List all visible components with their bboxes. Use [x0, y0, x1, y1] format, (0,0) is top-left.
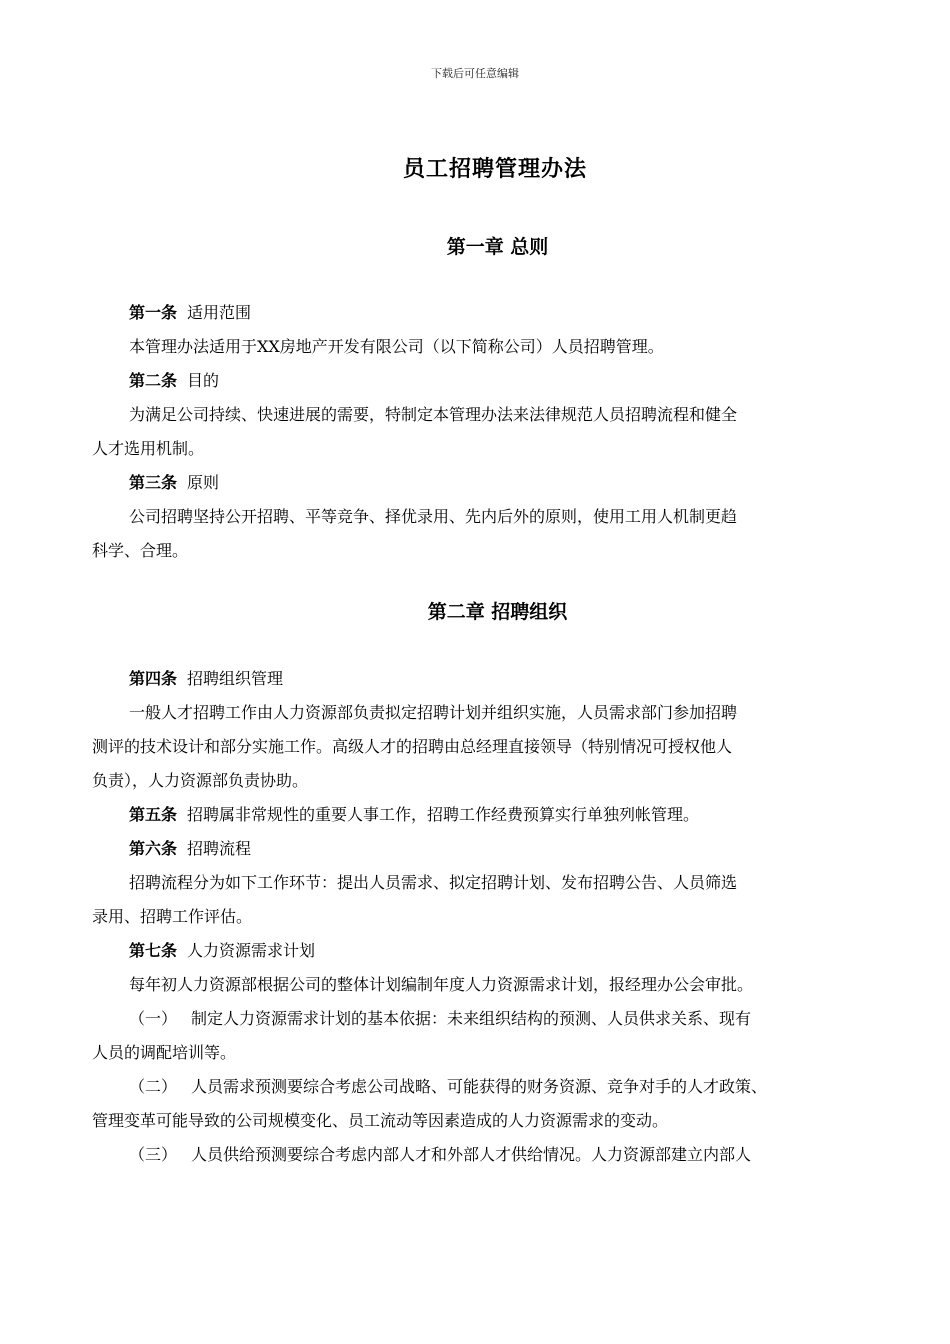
article-1-number: 第一条 — [129, 303, 178, 322]
article-3-title: 原则 — [187, 473, 220, 492]
list-item-2-label: （二） — [129, 1077, 178, 1096]
chapter-1-body — [92, 296, 862, 568]
chapter-2-body — [92, 662, 862, 1172]
paragraph-line: 管理变革可能导致的公司规模变化、员工流动等因素造成的人力资源需求的变动。 — [92, 1111, 669, 1130]
chapter-1-heading: 第一章 总则 — [446, 236, 549, 258]
paragraph-line: 科学、合理。 — [92, 541, 189, 560]
article-7-title: 人力资源需求计划 — [187, 941, 316, 960]
article-5-heading — [92, 798, 862, 832]
paragraph-line: 人员的调配培训等。 — [92, 1043, 237, 1062]
paragraph-line: 测评的技术设计和部分实施工作。高级人才的招聘由总经理直接领导（特别情况可授权他人 — [92, 737, 733, 756]
article-3-number: 第三条 — [129, 473, 178, 492]
list-item-3 — [92, 1138, 862, 1172]
article-7-heading — [92, 934, 862, 968]
article-5-number: 第五条 — [129, 805, 178, 824]
paragraph-line: 负责），人力资源部负责协助。 — [92, 771, 309, 790]
paragraph-line: 每年初人力资源部根据公司的整体计划编制年度人力资源需求计划，报经理办公会审批。 — [129, 975, 754, 994]
article-2-heading — [92, 364, 862, 398]
paragraph-line: 录用、招聘工作评估。 — [92, 907, 253, 926]
article-1-title: 适用范围 — [187, 303, 252, 322]
article-4-number: 第四条 — [129, 669, 178, 688]
paragraph-line: 公司招聘坚持公开招聘、平等竞争、择优录用、先内后外的原则，使用工用人机制更趋 — [129, 507, 738, 526]
list-item-2 — [92, 1070, 862, 1104]
article-2-number: 第二条 — [129, 371, 178, 390]
list-item-2-text: 人员需求预测要综合考虑公司战略、可能获得的财务资源、竞争对手的人才政策、 — [191, 1077, 768, 1096]
page-header: 下载后可任意编辑 — [431, 67, 519, 80]
article-2-title: 目的 — [187, 371, 220, 390]
chapter-2-heading: 第二章 招聘组织 — [427, 601, 568, 623]
list-item-1-label: （一） — [129, 1009, 178, 1028]
paragraph-line: 为满足公司持续、快速进展的需要，特制定本管理办法来法律规范人员招聘流程和健全 — [129, 405, 738, 424]
list-item-1 — [92, 1002, 862, 1036]
article-4-title: 招聘组织管理 — [187, 669, 284, 688]
article-3-heading — [92, 466, 862, 500]
article-6-heading — [92, 832, 862, 866]
paragraph-line: 人才选用机制。 — [92, 439, 205, 458]
document-title: 员工招聘管理办法 — [402, 156, 587, 182]
article-6-number: 第六条 — [129, 839, 178, 858]
paragraph-line: 本管理办法适用于XX房地产开发有限公司（以下简称公司）人员招聘管理。 — [129, 337, 664, 356]
paragraph-line: 招聘流程分为如下工作环节：提出人员需求、拟定招聘计划、发布招聘公告、人员筛选 — [129, 873, 738, 892]
article-1-heading — [92, 296, 862, 330]
paragraph-line: 一般人才招聘工作由人力资源部负责拟定招聘计划并组织实施，人员需求部门参加招聘 — [129, 703, 738, 722]
list-item-1-text: 制定人力资源需求计划的基本依据：未来组织结构的预测、人员供求关系、现有 — [191, 1009, 752, 1028]
article-6-title: 招聘流程 — [187, 839, 252, 858]
article-5-title: 招聘属非常规性的重要人事工作，招聘工作经费预算实行单独列帐管理。 — [187, 805, 700, 824]
article-4-heading — [92, 662, 862, 696]
article-7-number: 第七条 — [129, 941, 178, 960]
list-item-3-text: 人员供给预测要综合考虑内部人才和外部人才供给情况。人力资源部建立内部人 — [191, 1145, 752, 1164]
list-item-3-label: （三） — [129, 1145, 178, 1164]
